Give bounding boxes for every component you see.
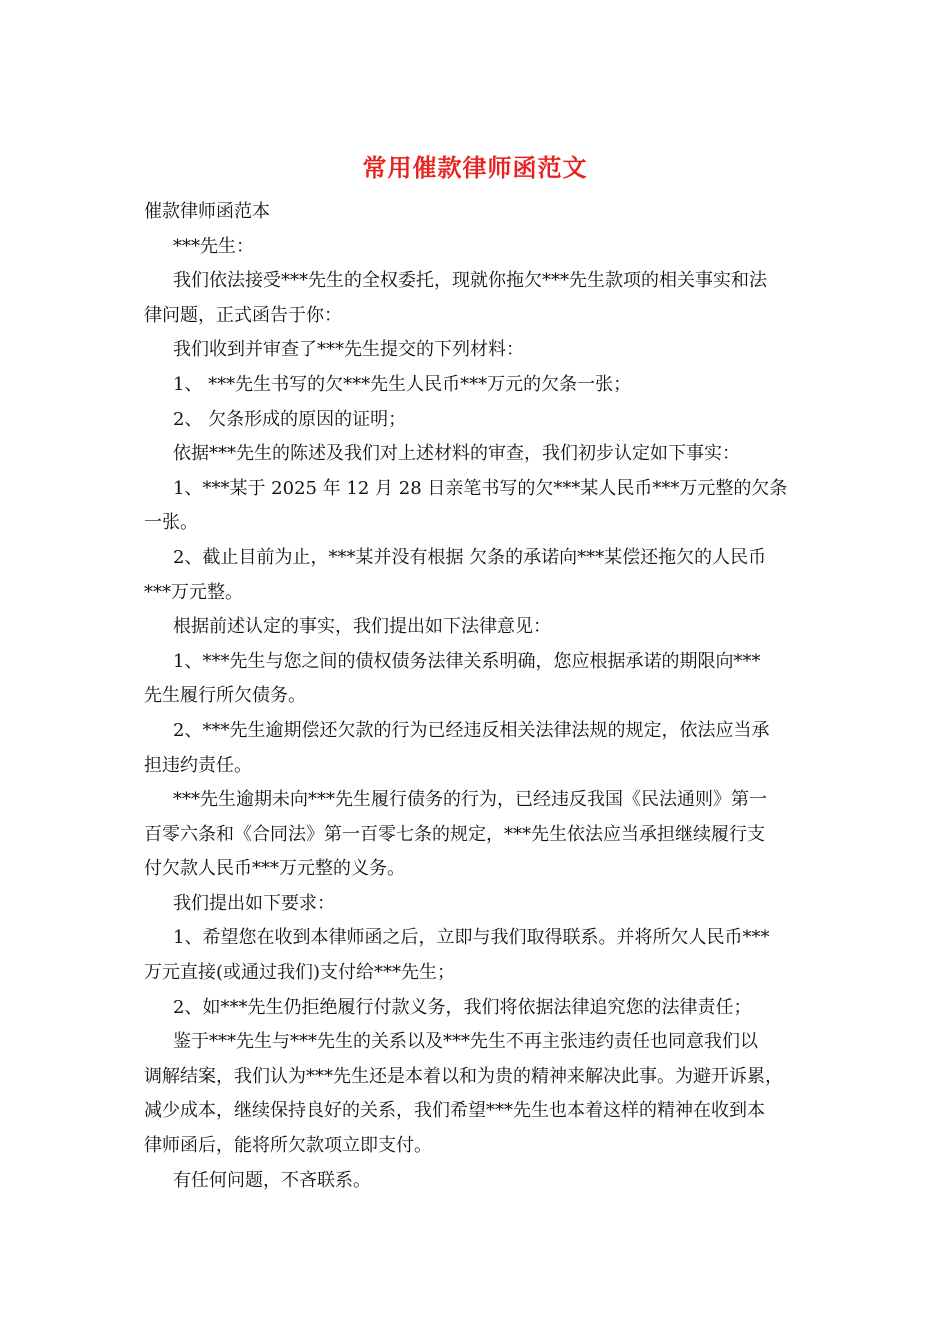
- paragraph-line: 我们依法接受***先生的全权委托，现就你拖欠***先生款项的相关事实和法: [173, 270, 767, 292]
- paragraph-heading-line: 催款律师函范本: [144, 201, 270, 222]
- list-item-continuation: 先生履行所欠债务。: [144, 685, 306, 707]
- list-item-continuation: 万元直接(或通过我们)支付给***先生；: [144, 962, 456, 984]
- document-title: 常用催款律师函范文: [362, 153, 588, 182]
- paragraph-line: 我们收到并审查了***先生提交的下列材料：: [173, 339, 524, 361]
- paragraph-line: 减少成本，继续保持良好的关系，我们希望***先生也本着这样的精神在收到本: [144, 1100, 765, 1122]
- paragraph-line: 根据前述认定的事实，我们提出如下法律意见：: [173, 616, 551, 638]
- paragraph-line: 付欠款人民币***万元整的义务。: [144, 858, 405, 880]
- paragraph-salutation: ***先生：: [173, 235, 254, 257]
- list-item: 2、***先生逾期偿还欠款的行为已经违反相关法律法规的规定，依法应当承: [173, 719, 770, 741]
- paragraph-line: ***先生逾期未向***先生履行债务的行为，已经违反我国《民法通则》第一: [173, 789, 767, 811]
- paragraph-line: 律师函后，能将所欠款项立即支付。: [144, 1135, 432, 1157]
- paragraph-line: 依据***先生的陈述及我们对上述材料的审查，我们初步认定如下事实：: [173, 443, 740, 465]
- list-item: 1、***先生与您之间的债权债务法律关系明确，您应根据承诺的期限向***: [173, 650, 761, 672]
- document-body: [144, 195, 816, 1198]
- paragraph-line: 律问题，正式函告于你：: [144, 304, 342, 326]
- paragraph-line: 百零六条和《合同法》第一百零七条的规定，***先生依法应当承担继续履行支: [144, 823, 765, 845]
- list-item: 2、如***先生仍拒绝履行付款义务，我们将依据法律追究您的法律责任；: [173, 996, 752, 1018]
- list-item-continuation: ***万元整。: [144, 581, 243, 603]
- paragraph-line: 鉴于***先生与***先生的关系以及***先生不再主张违约责任也同意我们以: [173, 1031, 758, 1053]
- list-item-continuation: 一张。: [144, 512, 198, 534]
- list-item: 2、 欠条形成的原因的证明；: [173, 408, 407, 430]
- list-item: 1、希望您在收到本律师函之后，立即与我们取得联系。并将所欠人民币***: [173, 927, 770, 949]
- list-item: 1、 ***先生书写的欠***先生人民币***万元的欠条一张；: [173, 373, 632, 395]
- list-item-continuation: 担违约责任。: [144, 754, 252, 776]
- list-item: 1、***某于 2025 年 12 月 28 日亲笔书写的欠***某人民币***万元整的欠条: [173, 477, 788, 499]
- closing-line: 有任何问题，不吝联系。: [173, 1169, 371, 1191]
- list-item: 2、截止目前为止，***某并没有根据 欠条的承诺向***某偿还拖欠的人民币: [173, 546, 767, 568]
- paragraph-line: 调解结案，我们认为***先生还是本着以和为贵的精神来解决此事。为避开诉累，: [144, 1065, 783, 1087]
- paragraph-line: 我们提出如下要求：: [173, 892, 335, 914]
